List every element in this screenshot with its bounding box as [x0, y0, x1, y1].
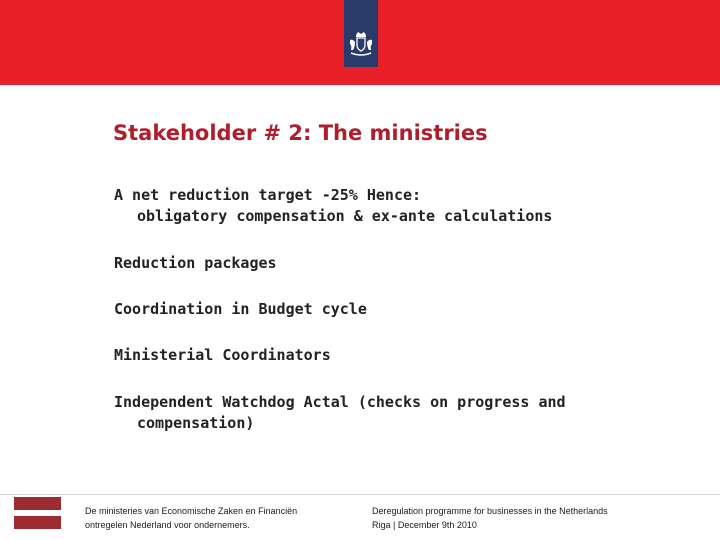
bullet-text: Reduction packages [114, 254, 277, 272]
bullet-item [114, 299, 367, 320]
bullet-item [114, 345, 331, 366]
bullet-text-continued: compensation) [137, 414, 255, 432]
slide-title: Stakeholder # 2: The ministries [113, 121, 488, 145]
bullet-text: A net reduction target -25% Hence: [114, 186, 422, 204]
flag-stripe-top [14, 497, 61, 510]
bullet-item [114, 392, 566, 434]
footer-right-line2: Riga | December 9th 2010 [372, 520, 477, 530]
footer-right-line1: Deregulation programme for businesses in the Netherlands [372, 506, 608, 516]
latvian-flag [14, 497, 61, 529]
footer-divider [0, 494, 720, 495]
bullet-text: Ministerial Coordinators [114, 346, 331, 364]
footer-left-line1: De ministeries van Economische Zaken en Financiën [85, 506, 298, 516]
government-logo [344, 0, 378, 67]
bullet-item [114, 253, 277, 274]
bullet-item [114, 185, 552, 227]
bullet-text: Coordination in Budget cycle [114, 300, 367, 318]
flag-stripe-bottom [14, 516, 61, 529]
bullet-text: Independent Watchdog Actal (checks on progress and [114, 393, 566, 411]
bullet-text-continued: obligatory compensation & ex-ante calculations [137, 207, 553, 225]
dutch-coat-of-arms-icon [347, 30, 375, 60]
footer-left-line2: ontregelen Nederland voor ondernemers. [85, 520, 250, 530]
